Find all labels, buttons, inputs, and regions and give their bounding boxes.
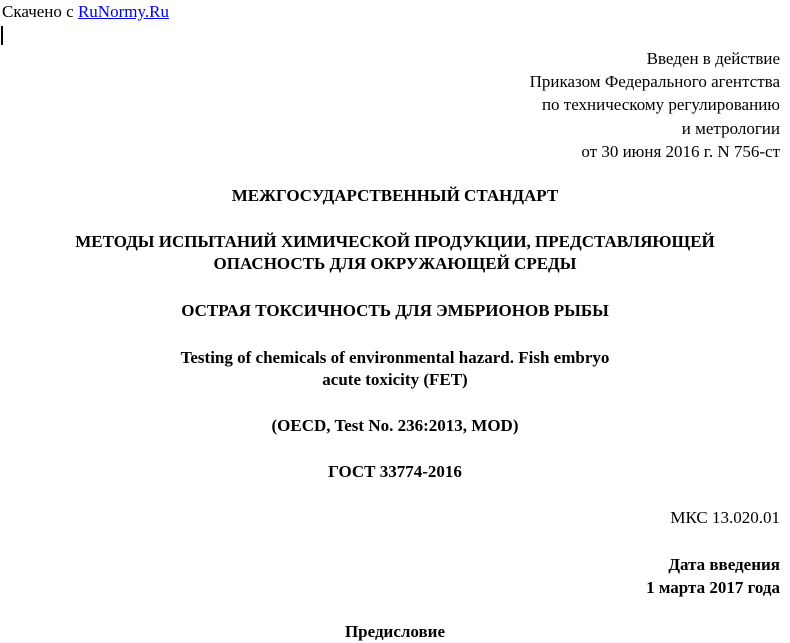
approval-line: от 30 июня 2016 г. N 756-ст bbox=[581, 141, 780, 161]
methods-title bbox=[0, 231, 790, 275]
standard-type-heading: МЕЖГОСУДАРСТВЕННЫЙ СТАНДАРТ bbox=[231, 186, 559, 205]
methods-title-line: ОПАСНОСТЬ ДЛЯ ОКРУЖАЮЩЕЙ СРЕДЫ bbox=[213, 254, 577, 273]
english-title-line: acute toxicity (FET) bbox=[322, 370, 468, 389]
toxicity-title: ОСТРАЯ ТОКСИЧНОСТЬ ДЛЯ ЭМБРИОНОВ РЫБЫ bbox=[181, 301, 609, 320]
introduction-date-value: 1 марта 2017 года bbox=[646, 578, 780, 597]
english-title bbox=[0, 347, 790, 391]
text-cursor bbox=[1, 26, 3, 45]
methods-title-line: МЕТОДЫ ИСПЫТАНИЙ ХИМИЧЕСКОЙ ПРОДУКЦИИ, ПРЕДСТАВЛЯЮЩЕЙ bbox=[75, 232, 715, 251]
source-line bbox=[2, 2, 169, 22]
approval-line: Приказом Федерального агентства bbox=[529, 72, 780, 92]
approval-block bbox=[530, 47, 780, 163]
approval-line: и метрологии bbox=[681, 118, 780, 138]
introduction-date-label: Дата введения bbox=[668, 555, 780, 574]
ks-code: МКС 13.020.01 bbox=[670, 508, 780, 527]
introduction-date bbox=[646, 553, 780, 599]
source-prefix: Скачено с bbox=[2, 2, 78, 21]
english-title-line: Testing of chemicals of environmental hazard. Fish embryo bbox=[180, 348, 610, 367]
source-link[interactable]: RuNormy.Ru bbox=[77, 2, 169, 21]
approval-line: по техническому регулированию bbox=[541, 95, 780, 115]
oecd-reference: (OECD, Test No. 236:2013, MOD) bbox=[271, 416, 519, 435]
gost-number: ГОСТ 33774-2016 bbox=[328, 462, 462, 481]
approval-line: Введен в действие bbox=[646, 49, 780, 68]
preface-heading: Предисловие bbox=[344, 622, 446, 641]
